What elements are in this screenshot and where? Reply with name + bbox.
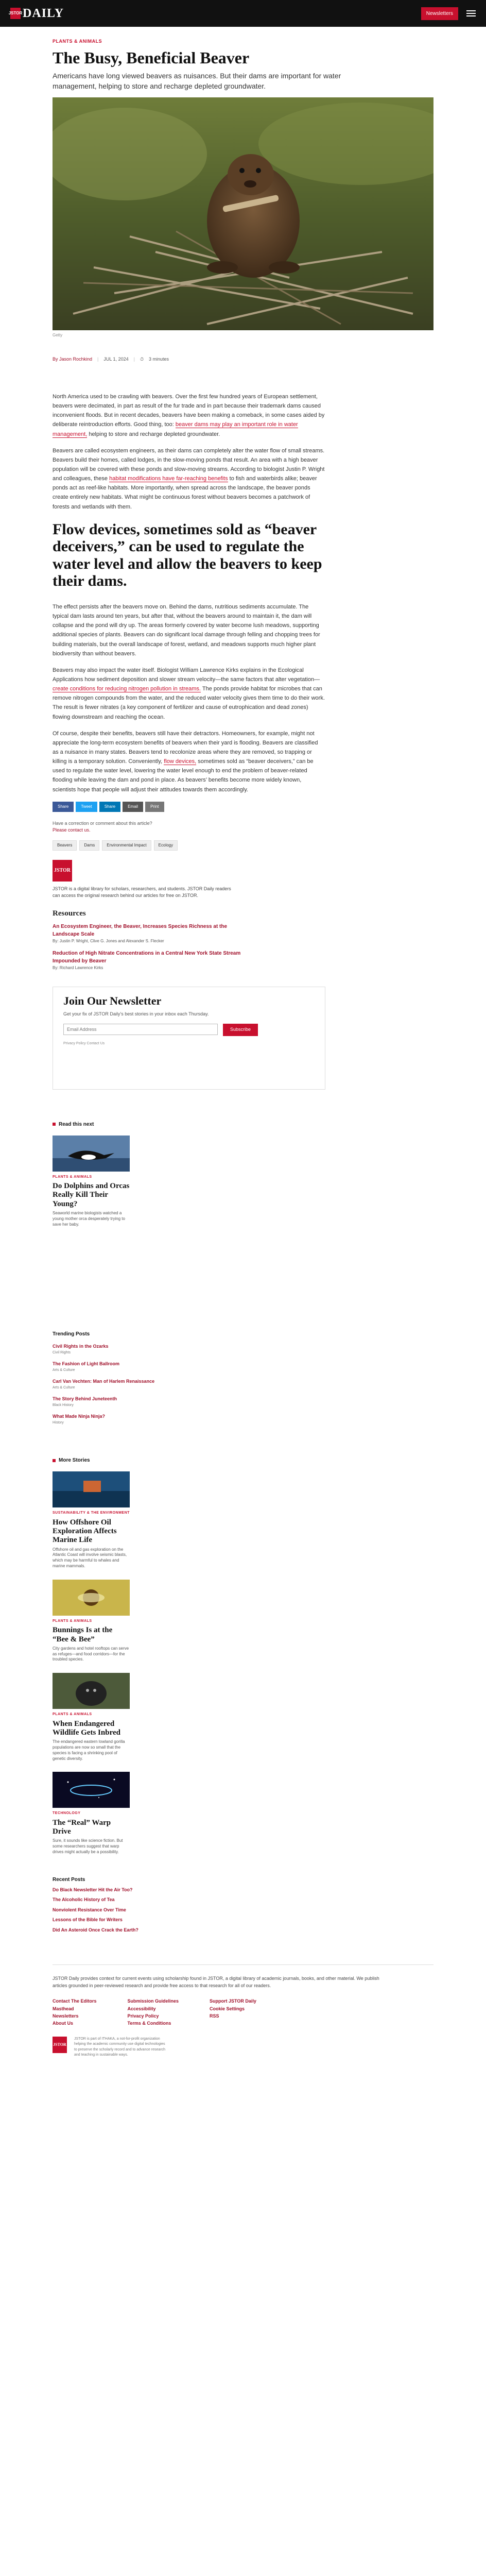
story-thumbnail [53,1580,130,1616]
resources-title: Resources [53,909,86,918]
article-body [53,392,325,794]
story-title: When Endangered Wildlife Gets Inbred [53,1719,120,1737]
image-credit: Getty [53,333,63,338]
share-facebook-button[interactable]: Share [53,802,74,812]
paragraph: Beavers are called ecosystem engineers, as their dams can completely alter the water flow of small streams. Beavers build their homes, called lodges, in the slow-moving ponds that result. An area with a high beaver population will be covered with these ponds and slow-moving streams. According to biologist Justin P. Wright and colleagues, these habitat modifications have far-reaching benefits to fish and waterbirds alike; beaver ponds act as reef-like habitats. More importantly, when spread across the landscape, the beaver ponds create entirely new habitats. What might be continuous forest without beavers becomes a patchwork of forests and wetlands with them. [53,447,325,510]
story-thumbnail [53,1136,130,1172]
footer-link[interactable]: Accessibility [127,2006,156,2011]
footer-link[interactable]: Support JSTOR Daily [210,1998,256,2004]
footer-intro: JSTOR Daily provides context for current events using scholarship found in JSTOR, a digital library of academic journals, books, and other material. We publish articles grounded in peer-reviewed research and provide free access to that research for all of our readers. [53,1976,379,1988]
email-field[interactable] [63,1024,218,1035]
inline-link[interactable]: create conditions for reducing nitrogen pollution in streams. [53,686,201,692]
footer-link[interactable]: Submission Guidelines [127,1998,179,2004]
newsletter-title: Join Our Newsletter [63,994,162,1007]
story-card[interactable]: PLANTS & ANIMALS When Endangered Wildlife Gets Inbred The endangered eastern lowland gorilla populations are now so small that the species is facing a shrinking pool of genetic diversity. [53,1673,130,1761]
paragraph: North America used to be crawling with beavers. Over the first few hundred years of European settlement, beavers were decimated, in part as result of the fur trade and in part because their trademark dams caused inconvenient floods. But in recent decades, beavers have been making a comeback, in some cases aided by deliberate reintroduction efforts. Good thing, too: beaver dams may play an important role in water management, helping to store and recharge depleted groundwater. [53,393,325,437]
footer-links [53,1997,433,2027]
story-card[interactable]: SUSTAINABILITY & THE ENVIRONMENT How Offshore Oil Exploration Affects Marine Life Offshore oil and gas exploration on the Atlantic Coast will involve seismic blasts, which may be harmful to whales and marine mammals. [53,1471,130,1569]
story-thumbnail [53,1471,130,1507]
footer-link[interactable]: Masthead [53,2006,74,2011]
footer-link[interactable]: About Us [53,2021,73,2026]
recent-link[interactable]: Nonviolent Resistance Over Time [53,1907,126,1912]
inline-link[interactable]: flow devices, [164,758,197,765]
story-card[interactable]: PLANTS & ANIMALS Do Dolphins and Orcas Really Kill Their Young? Seaworld marine biologists watched a young mother orca desperately trying to save her baby. [53,1136,130,1228]
story-title: How Offshore Oil Exploration Affects Marine Life [53,1518,117,1545]
resource-link[interactable]: An Ecosystem Engineer, the Beaver, Increases Species Richness at the Landscape Scale [53,923,228,937]
story-card[interactable]: TECHNOLOGY The “Real” Warp Drive Sure, it sounds like science fiction. But some researchers suggest that warp drives might actually be a possibility. [53,1772,130,1855]
article-dek: Americans have long viewed beavers as nuisances. But their dams are important for water management, helping to store and recharge depleted groundwater. [53,72,341,90]
recent-link[interactable]: Lessons of the Bible for Writers [53,1917,123,1923]
recent-link[interactable]: The Alcoholic History of Tea [53,1897,115,1903]
newsletter-sub: Get your fix of JSTOR Daily’s best stories in your inbox each Thursday. [63,1011,209,1016]
story-title: Bunnings Is at the “Bee & Bee” [53,1626,113,1643]
more-stories [53,1456,433,1855]
footer-legal: JSTOR is part of ITHAKA, a not-for-profit organization helping the academic community use digital technologies to preserve the scholarly record and to advance research and teaching in sustainable ways. [74,2037,166,2057]
newsletter-legal[interactable]: Privacy Policy Contact Us [63,1041,105,1045]
story-thumbnail [53,1673,130,1709]
story-title: The “Real” Warp Drive [53,1818,111,1836]
read-time: 3 minutes [148,357,169,362]
share-linkedin-button[interactable]: Share [99,802,120,812]
site-logo[interactable] [10,7,64,20]
footer [53,1964,433,2058]
print-button[interactable]: Print [145,802,164,812]
footer-link[interactable]: Privacy Policy [127,2013,159,2019]
trending-link[interactable]: Carl Van Vechten: Man of Harlem Renaissance [53,1379,155,1384]
logo-word: DAILY [23,7,64,20]
section-label: Recent Posts [53,1876,85,1883]
paragraph: Of course, despite their benefits, beavers still have their detractors. Homeowners, for example, might not appreciate the long-term ecosystem benefits of beavers when their yard is flooding. Beavers are classified as a nuisance in many states. Beavers tend to recolonize areas where they are removed, so trapping or killing is a temporary solution. Conveniently, flow devices, sometimes sold as “beaver deceivers,” can be used to regulate the water level, lowering the water level enough to end the problem of beaver-related flooding while leaving the dam and pond in place. As beavers’ benefits become more widely known, scientists hope that people will adjust their attitudes towards them accordingly. [53,730,318,793]
recent-link[interactable]: Do Black Newsletter Hit the Air Too? [53,1887,133,1892]
inline-link[interactable]: habitat modifications have far-reaching benefits [109,476,228,482]
story-card[interactable]: PLANTS & ANIMALS Bunnings Is at the “Bee & Bee” City gardens and hotel rooftops can serve as refuges—and food corridors—for the troubled species. [53,1580,130,1663]
resource-item: Reduction of High Nitrate Concentrations in a Central New York State Stream Impounded by Beaver By: Richard Lawrence Kirks [53,950,248,971]
trending-link[interactable]: The Fashion of Light Ballroom [53,1361,119,1367]
trending-link[interactable]: The Story Behind Juneteenth [53,1396,117,1402]
footer-link[interactable]: RSS [210,2013,219,2019]
contact-link[interactable]: Please contact us. [53,827,91,833]
share-twitter-button[interactable]: Tweet [76,802,97,812]
section-label: Read this next [59,1121,94,1127]
share-email-button[interactable]: Email [123,802,143,812]
hero-image [53,97,433,330]
jstor-blurb: JSTOR is a digital library for scholars, researchers, and students. JSTOR Daily readers can access the original research behind our articles for free on JSTOR. [53,886,231,899]
top-bar [0,0,486,27]
inline-link[interactable]: beaver dams may play an important role in water management, [53,421,298,437]
trending-link[interactable]: Civil Rights in the Ozarks [53,1344,109,1349]
footer-link[interactable]: Contact The Editors [53,1998,97,2004]
newsletters-button[interactable]: Newsletters [421,7,458,20]
subscribe-button[interactable]: Subscribe [223,1024,258,1036]
article-main [53,38,433,2058]
story-title: Do Dolphins and Orcas Really Kill Their Young? [53,1182,130,1208]
trending-link[interactable]: What Made Ninja Ninja? [53,1414,106,1419]
footer-link[interactable]: Terms & Conditions [127,2021,171,2026]
share-bar [53,802,433,812]
paragraph: Beavers may also impact the water itself. Biologist William Lawrence Kirks explains in the Ecological Applications how sediment deposition and slower stream velocity—the same factors that alter vegetation—create conditions for reducing nitrogen pollution in streams. The ponds provide habitat for microbes that can remove nitrogen compounds from the water, and the reduced water velocity gives them time to do their work. The result is fewer nitrates (a key component of fertilizer and cause of eutrophication and dead zones) flowing downstream and reaching the ocean. [53,667,325,720]
story-thumbnail [53,1772,130,1808]
resource-link[interactable]: Reduction of High Nitrate Concentrations in a Central New York State Stream Impounded by Beaver [53,950,241,964]
author-link[interactable]: By Jason Rochkind [53,357,93,362]
tag[interactable]: Environmental Impact [102,840,151,851]
article-kicker[interactable]: PLANTS & ANIMALS [53,39,102,44]
newsletter-box [53,987,325,1090]
bullet-icon [53,1459,56,1462]
byline: By Jason Rochkind | JUL 1, 2024 | ⏱ 3 minutes [53,356,433,363]
tag-list [53,840,433,851]
menu-icon[interactable] [466,10,476,16]
tag[interactable]: Dams [79,840,99,851]
footer-jstor-logo: JSTOR [53,2037,67,2053]
tag[interactable]: Beavers [53,840,77,851]
paragraph: The effect persists after the beavers move on. Behind the dams, nutritious sediments accumulate. The typical dam lasts around ten years, but after that, without the beavers around to maintain it, the dam will collapse and the pond will dry up. The areas formerly covered by water become lush meadows, supporting additional species of plants. Beavers can do significant local damage through felling and chopping trees for building materials, but the overall landscape of forest, wetland, and meadows supports much higher plant biodiversity than without beavers. [53,604,320,657]
clock-icon: ⏱ [140,357,144,362]
article-title: The Busy, Beneficial Beaver [53,48,250,67]
tag[interactable]: Ecology [154,840,178,851]
trending-posts: Trending Posts Civil Rights in the Ozarks Civil Rights The Fashion of Light Ballroom Arts & Culture Carl Van Vechten: Man of Harlem Renaissance Arts & Culture The Story Behind Juneteenth Black History What Made Ninja Ninja? History [53,1330,433,1426]
correction-note: Have a correction or comment about this article? Please contact us. [53,820,152,833]
section-label: Trending Posts [53,1331,90,1337]
bullet-icon [53,1123,56,1126]
footer-link[interactable]: Cookie Settings [210,2006,245,2011]
footer-link[interactable]: Newsletters [53,2013,79,2019]
recent-posts [53,1876,433,1934]
section-label: More Stories [59,1458,90,1464]
recent-link[interactable]: Did An Asteroid Once Crack the Earth? [53,1927,138,1933]
jstor-logo: JSTOR [53,860,72,882]
read-next [53,1121,433,1228]
resource-item: An Ecosystem Engineer, the Beaver, Increases Species Richness at the Landscape Scale By: Justin P. Wright, Clive G. Jones and Alexander S. Flecker [53,923,248,944]
publish-date: JUL 1, 2024 [103,357,129,362]
jstor-badge: JSTOR [10,8,21,19]
pull-quote: Flow devices, sometimes sold as “beaver deceivers,” can be used to regulate the water level and allow the beavers to keep their dams. [53,520,322,590]
